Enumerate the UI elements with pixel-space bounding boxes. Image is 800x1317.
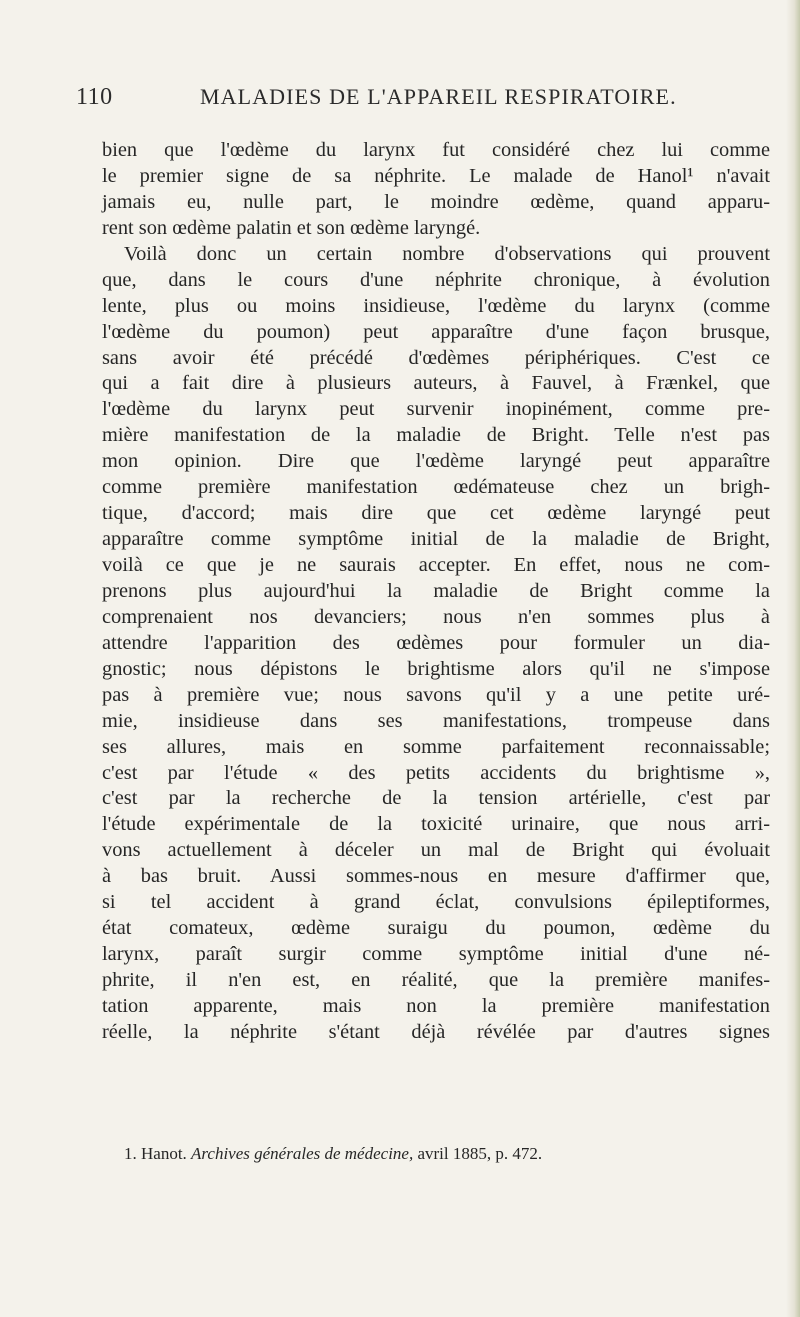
text-line: phrite, il n'en est, en réalité, que la première manifes- <box>102 969 770 991</box>
text-line: voilà ce que je ne saurais accepter. En effet, nous ne com- <box>102 554 770 576</box>
text-line: pas à première vue; nous savons qu'il y a une petite uré- <box>102 683 770 706</box>
text-line: l'œdème du larynx peut survenir inopinément, comme pre- <box>102 398 770 421</box>
text-line: sans avoir été précédé d'œdèmes périphériques. C'est ce <box>102 346 770 369</box>
footnote-details: avril 1885, p. 472. <box>417 1144 543 1163</box>
chapter-title: MALADIES DE L'APPAREIL RESPIRATOIRE. <box>200 84 677 109</box>
text-line: le premier signe de sa néphrite. Le malade de Hanol¹ n'avait <box>102 164 770 187</box>
text-line: c'est par la recherche de la tension artérielle, c'est par <box>102 787 770 810</box>
text-line: Voilà donc un certain nombre d'observations qui prouvent <box>124 242 770 265</box>
text-line: qui a fait dire à plusieurs auteurs, à Fauvel, à Frænkel, que <box>102 372 770 395</box>
footnote-author: 1. Hanot. <box>124 1144 187 1163</box>
page-number: 110 <box>76 84 113 110</box>
text-line: attendre l'apparition des œdèmes pour formuler un dia- <box>102 631 770 654</box>
text-line: prenons plus aujourd'hui la maladie de Bright comme la <box>102 579 770 602</box>
text-line: bien que l'œdème du larynx fut considéré chez lui comme <box>102 139 770 161</box>
text-line: tation apparente, mais non la première manifestation <box>102 994 770 1017</box>
running-head <box>76 84 736 120</box>
text-line: que, dans le cours d'une néphrite chronique, à évolution <box>102 268 770 291</box>
text-line: gnostic; nous dépistons le brightisme alors qu'il ne s'impose <box>102 657 770 680</box>
text-line: si tel accident à grand éclat, convulsions épileptiformes, <box>102 891 770 914</box>
text-line: lente, plus ou moins insidieuse, l'œdème du larynx (comme <box>102 294 770 317</box>
body-text <box>102 138 770 1046</box>
footnote-journal: Archives générales de médecine, <box>191 1144 414 1163</box>
page-edge-shadow <box>786 0 800 1317</box>
text-line: mière manifestation de la maladie de Bright. Telle n'est pas <box>102 424 770 447</box>
text-line: larynx, paraît surgir comme symptôme initial d'une né- <box>102 943 770 966</box>
text-line: apparaître comme symptôme initial de la maladie de Bright, <box>102 528 770 551</box>
text-line: réelle, la néphrite s'étant déjà révélée par d'autres signes <box>102 1020 770 1043</box>
text-line: mie, insidieuse dans ses manifestations, trompeuse dans <box>102 709 770 732</box>
text-line: rent son œdème palatin et son œdème laryngé. <box>102 216 481 239</box>
text-line: mon opinion. Dire que l'œdème laryngé peut apparaître <box>102 450 770 473</box>
text-line: état comateux, œdème suraigu du poumon, œdème du <box>102 917 770 940</box>
text-line: tique, d'accord; mais dire que cet œdème laryngé peut <box>102 502 770 525</box>
footnote <box>124 1144 744 1164</box>
text-line: l'œdème du poumon) peut apparaître d'une façon brusque, <box>102 320 770 343</box>
text-line: jamais eu, nulle part, le moindre œdème, quand apparu- <box>102 190 770 213</box>
text-line: ses allures, mais en somme parfaitement reconnaissable; <box>102 735 770 758</box>
text-line: c'est par l'étude « des petits accidents du brightisme », <box>102 761 770 784</box>
text-line: comme première manifestation œdémateuse chez un brigh- <box>102 476 770 499</box>
text-line: l'étude expérimentale de la toxicité urinaire, que nous arri- <box>102 813 770 836</box>
text-line: vons actuellement à déceler un mal de Bright qui évoluait <box>102 839 770 862</box>
text-line: comprenaient nos devanciers; nous n'en sommes plus à <box>102 605 770 628</box>
text-line: à bas bruit. Aussi sommes-nous en mesure d'affirmer que, <box>102 865 770 888</box>
